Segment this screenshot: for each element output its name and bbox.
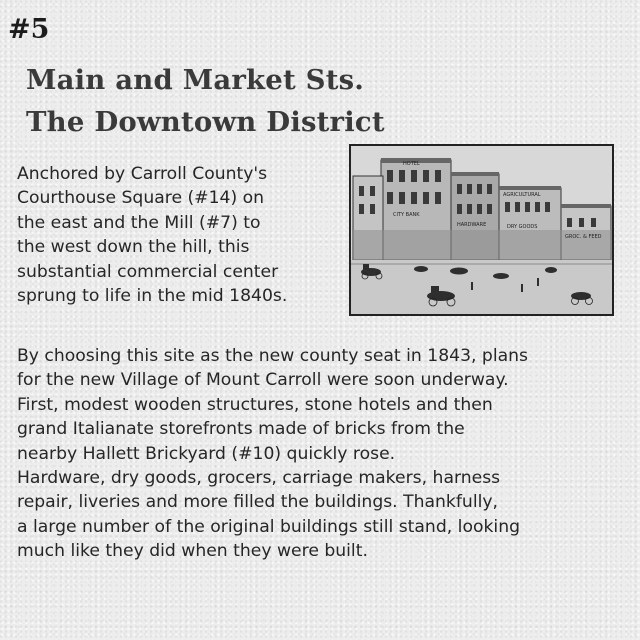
sign-groceries: GROC. & FEED: [565, 234, 602, 240]
title-line-1: Main and Market Sts.: [26, 64, 365, 96]
body-line: Hardware, dry goods, grocers, carriage makers, harness: [17, 468, 501, 489]
page-title: [26, 59, 385, 143]
intro-line: the west down the hill, this: [17, 237, 250, 258]
intro-line: Anchored by Carroll County's: [17, 164, 268, 184]
body-line: for the new Village of Mount Carroll were soon underway.: [17, 370, 509, 391]
body-line: nearby Hallett Brickyard (#10) quickly rose.: [17, 443, 396, 464]
intro-paragraph: [17, 162, 287, 308]
intro-line: substantial commercial center: [17, 261, 279, 282]
body-paragraph: [17, 344, 528, 564]
stop-number: #5: [8, 14, 50, 45]
sign-hotel: HOTEL: [403, 161, 420, 167]
historic-street-illustration: [349, 144, 614, 316]
intro-line: the east and the Mill (#7) to: [17, 212, 261, 233]
body-line: By choosing this site as the new county seat in 1843, plans: [17, 346, 528, 366]
body-line: grand Italianate storefronts made of bricks from the: [17, 419, 465, 440]
body-line: First, modest wooden structures, stone hotels and then: [17, 394, 493, 415]
intro-line: Courthouse Square (#14) on: [17, 188, 265, 209]
body-line: a large number of the original buildings still stand, looking: [17, 516, 521, 537]
street-scene-drawing: [351, 146, 612, 314]
sign-hardware: HARDWARE: [457, 222, 487, 228]
sign-agricultural: AGRICULTURAL: [503, 192, 541, 198]
sign-dry-goods: DRY GOODS: [507, 224, 538, 230]
intro-line: sprung to life in the mid 1840s.: [17, 286, 288, 307]
body-line: repair, liveries and more filled the buildings. Thankfully,: [17, 492, 499, 513]
body-line: much like they did when they were built.: [17, 541, 368, 562]
sign-city-bank: CITY BANK: [393, 212, 420, 218]
title-line-2: The Downtown District: [26, 106, 385, 138]
